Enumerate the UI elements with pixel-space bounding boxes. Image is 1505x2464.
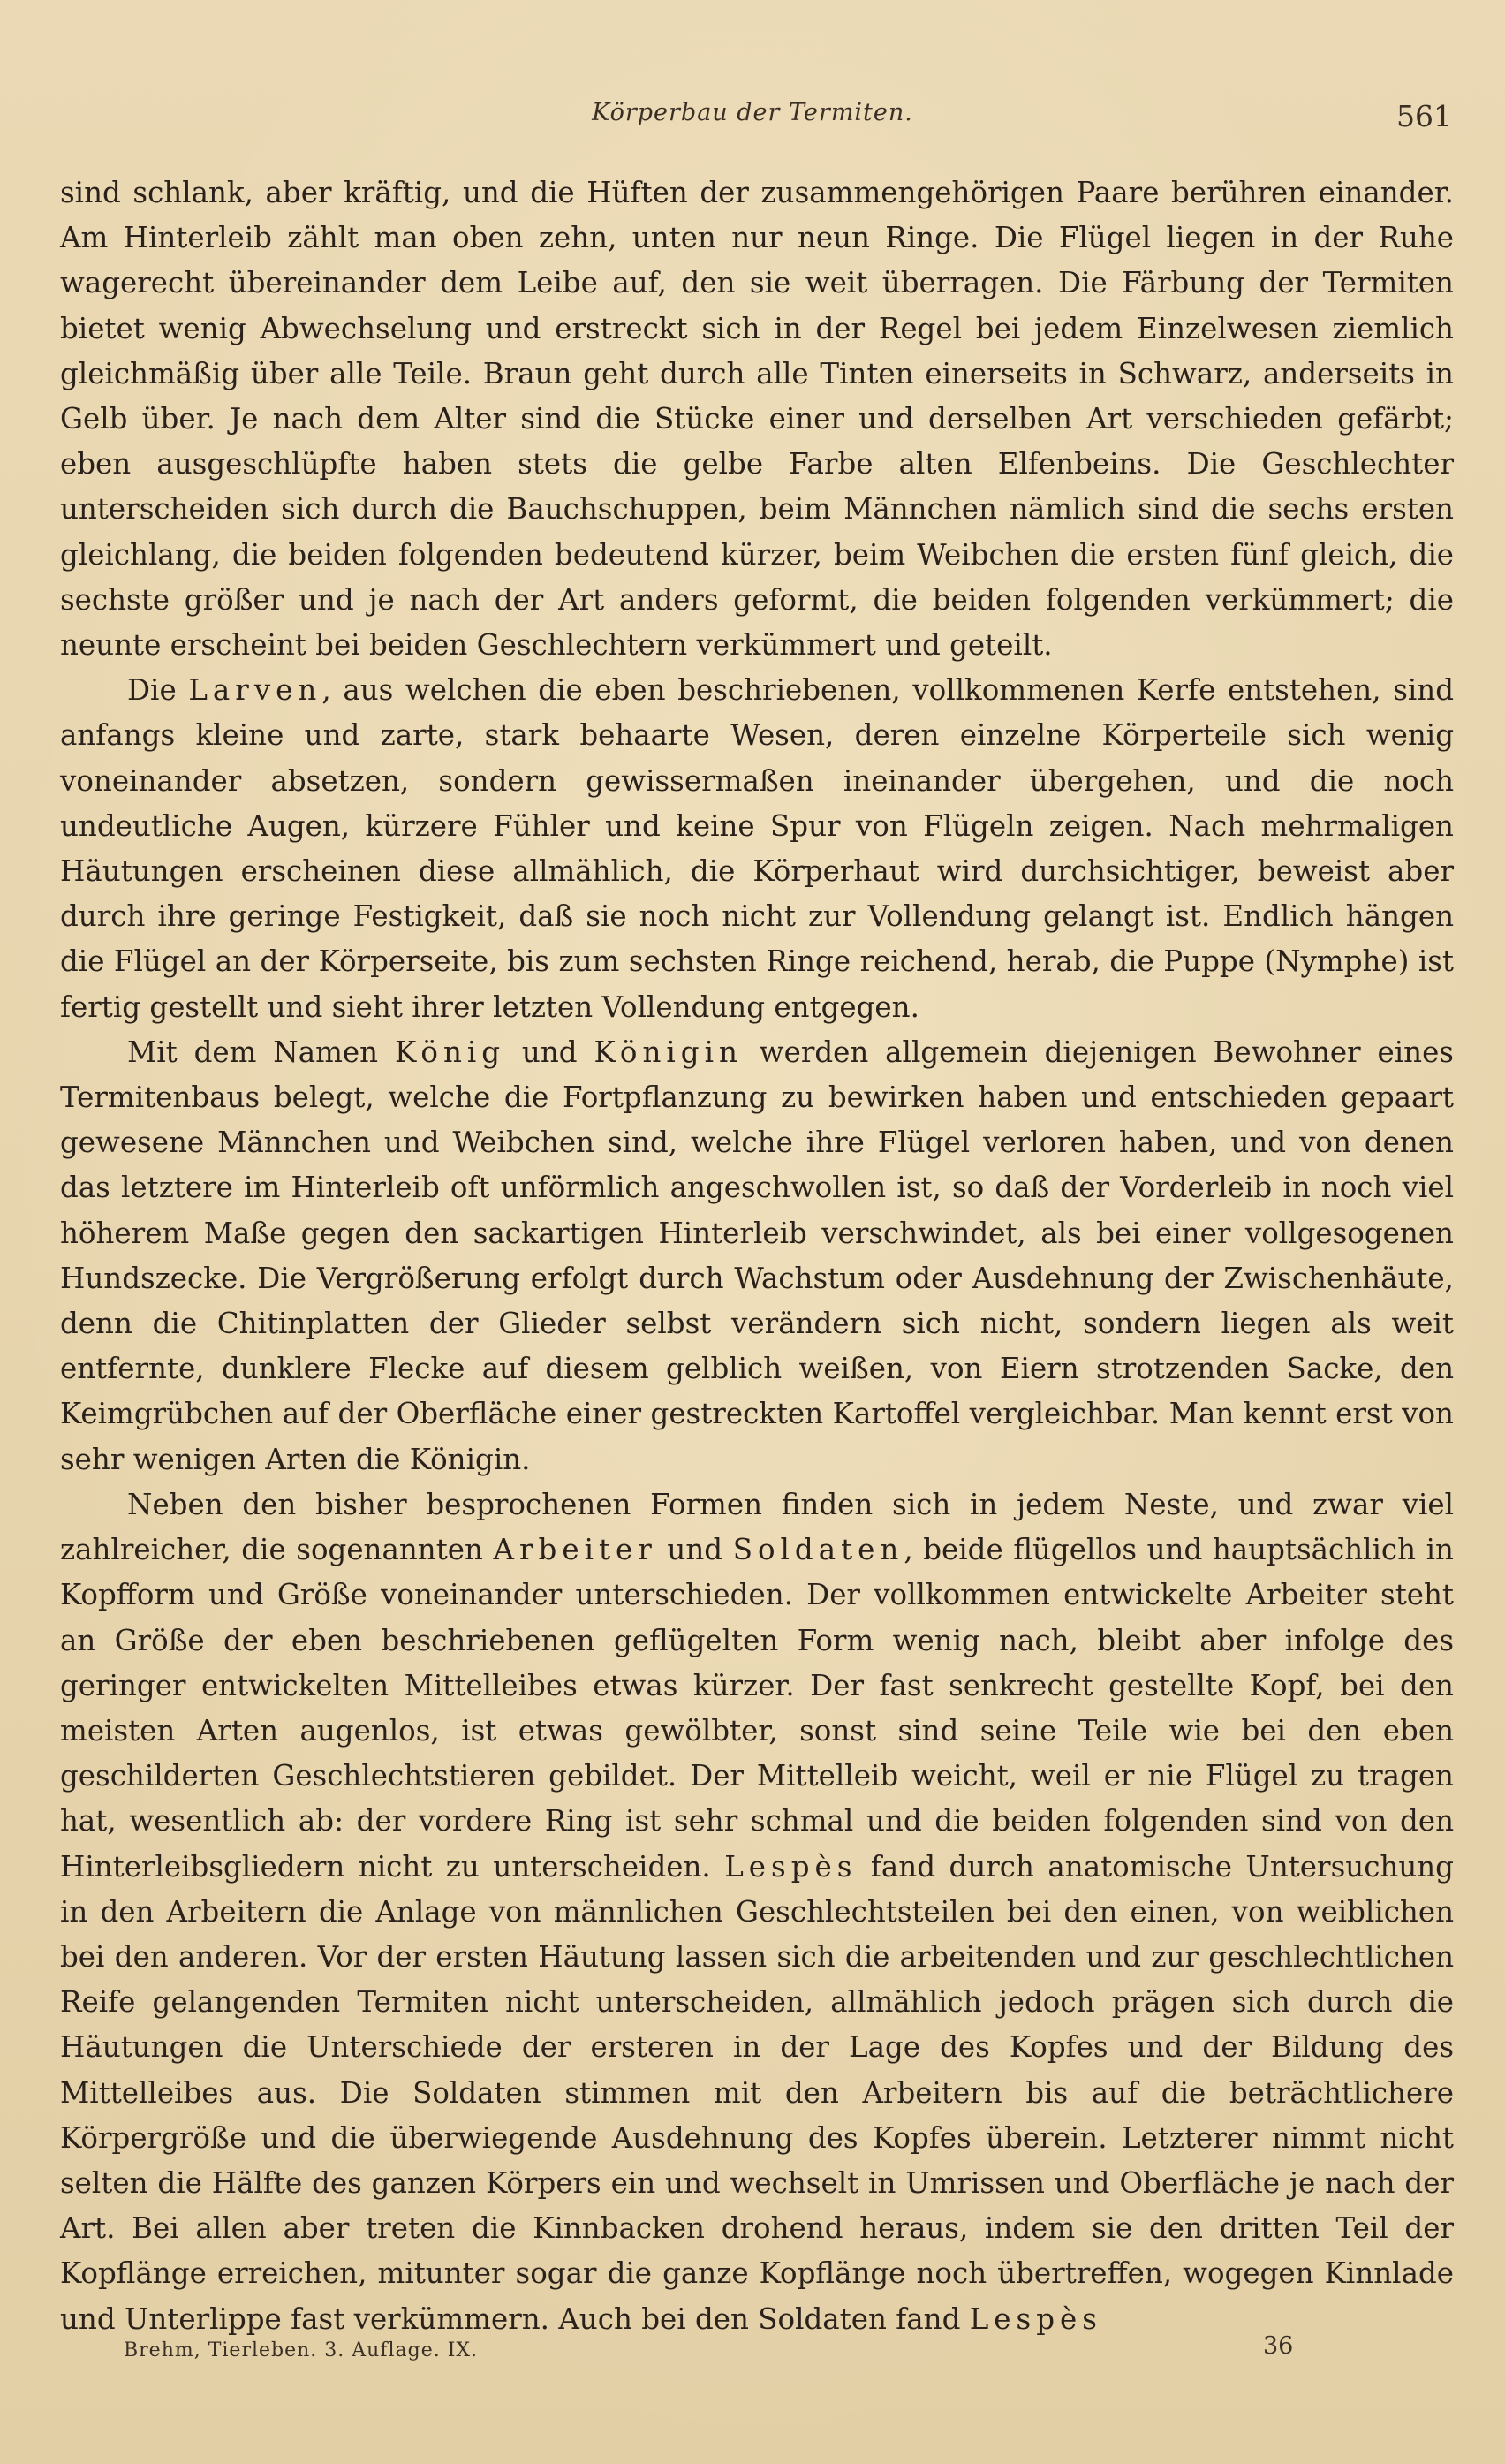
paragraph-3: [60, 1030, 1454, 1482]
paragraph-3-start: Mit dem Namen: [127, 1035, 395, 1069]
sheet-number: 36: [1263, 2332, 1294, 2360]
paragraph-4-start: Neben den bisher besprochenen Formen finden sich in jedem Neste, und zwar viel zahlreicher, die sogenannten: [60, 1487, 1454, 1567]
term-arbeiter: Arbeiter: [493, 1533, 657, 1567]
paragraph-3-conj: und: [505, 1035, 594, 1069]
term-koenigin: Königin: [594, 1035, 743, 1069]
author-lespes-1: Lespès: [724, 1849, 858, 1884]
term-soldaten: Soldaten: [732, 1533, 904, 1567]
paragraph-4-conj: und: [656, 1533, 733, 1567]
paragraph-2-start: Die: [127, 673, 189, 708]
page-number: 561: [1396, 99, 1452, 133]
paragraph-3-rest: werden allgemein diejenigen Bewohner eines Termitenbaus belegt, welche die Fortpflanzung zu bewirken haben und entschieden gepaart gewesene Männchen und Weibchen sind, welche ihre Flügel verloren haben, und von denen das letztere im Hinterleib oft unförmlich angeschwollen ist, so daß der Vorderleib in noch viel höherem Maße gegen den sackartigen Hinterleib verschwindet, als bei einer vollgesogenen Hundszecke. Die Vergrößerung erfolgt durch Wachstum oder Ausdehnung der Zwischenhäute, denn die Chitinplatten der Glieder selbst verändern sich nicht, sondern liegen als weit entfernte, dunklere Flecke auf diesem gelblich weißen, von Eiern strotzenden Sacke, den Keimgrübchen auf der Oberfläche einer gestreckten Kartoffel vergleichbar. Man kennt erst von sehr wenigen Arten die Königin.: [60, 1035, 1454, 1476]
paragraph-2: [60, 668, 1454, 1030]
paragraph-4: [60, 1482, 1454, 2342]
term-koenig: König: [394, 1035, 506, 1069]
paragraph-4-rest: fand durch anatomische Untersuchung in den Arbeitern die Anlage von männlichen Geschlechtsteilen bei den einen, von weiblichen bei den anderen. Vor der ersten Häutung lassen sich die arbeitenden und zur geschlechtlichen Reife gelangenden Termiten nicht unterscheiden, allmählich jedoch prägen sich durch die Häutungen die Unterschiede der ersteren in der Lage des Kopfes und der Bildung des Mittelleibes aus. Die Soldaten stimmen mit den Arbeitern bis auf die beträchtlichere Körpergröße und die überwiegende Ausdehnung des Kopfes überein. Letzterer nimmt nicht selten die Hälfte des ganzen Körpers ein und wechselt in Umrissen und Oberfläche je nach der Art. Bei allen aber treten die Kinnbacken drohend heraus, indem sie den dritten Teil der Kopflänge erreichen, mitunter sogar die ganze Kopflänge noch übertreffen, wogegen Kinnlade und Unterlippe fast verkümmern. Auch bei den Soldaten fand: [60, 1849, 1454, 2336]
paragraph-4-middle: , beide flügellos und hauptsächlich in Kopfform und Größe voneinander unterschieden. Der vollkommen entwickelte Arbeiter steht an Größe der eben beschriebenen geflügelten Form wenig nach, bleibt aber infolge des geringer entwickelten Mittelleibes etwas kürzer. Der fast senkrecht gestellte Kopf, bei den meisten Arten augenlos, ist etwas gewölbter, sonst sind seine Teile wie bei den eben geschilderten Geschlechtstieren gebildet. Der Mittelleib weicht, weil er nie Flügel zu tragen hat, wesentlich ab: der vordere Ring ist sehr schmal und die beiden folgenden sind von den Hinterleibsgliedern nicht zu unterscheiden.: [60, 1533, 1454, 1884]
running-head: [0, 99, 1505, 134]
page-footer: [124, 2332, 1316, 2368]
term-larven: Larven: [188, 673, 322, 708]
body-text: [60, 171, 1454, 2342]
paragraph-1: sind schlank, aber kräftig, und die Hüften der zusammengehörigen Paare berühren einander. Am Hinterleib zählt man oben zehn, unten nur neun Ringe. Die Flügel liegen in der Ruhe wagerecht übereinander dem Leibe auf, den sie weit überragen. Die Färbung der Termiten bietet wenig Abwechselung und erstreckt sich in der Regel bei jedem Einzelwesen ziemlich gleichmäßig über alle Teile. Braun geht durch alle Tinten einerseits in Schwarz, anderseits in Gelb über. Je nach dem Alter sind die Stücke einer und derselben Art verschieden gefärbt; eben ausgeschlüpfte haben stets die gelbe Farbe alten Elfenbeins. Die Geschlechter unterscheiden sich durch die Bauchschuppen, beim Männchen nämlich sind die sechs ersten gleichlang, die beiden folgenden bedeutend kürzer, beim Weibchen die ersten fünf gleich, die sechste größer und je nach der Art anders geformt, die beiden folgenden verkümmert; die neunte erscheint bei beiden Geschlechtern verkümmert und geteilt.: [60, 176, 1454, 663]
author-lespes-2: Lespès: [969, 2301, 1102, 2336]
paragraph-2-rest: , aus welchen die eben beschriebenen, vollkommenen Kerfe entstehen, sind anfangs kleine und zarte, stark behaarte Wesen, deren einzelne Körperteile sich wenig voneinander absetzen, sondern gewissermaßen ineinander übergehen, und die noch undeutliche Augen, kürzere Fühler und keine Spur von Flügeln zeigen. Nach mehrmaligen Häutungen erscheinen diese allmählich, die Körperhaut wird durchsichtiger, beweist aber durch ihre geringe Festigkeit, daß sie noch nicht zur Vollendung gelangt ist. Endlich hängen die Flügel an der Körperseite, bis zum sechsten Ringe reichend, herab, die Puppe (Nymphe) ist fertig gestellt und sieht ihrer letzten Vollendung entgegen.: [60, 673, 1455, 1024]
printer-signature: Brehm, Tierleben. 3. Auflage. IX.: [124, 2339, 479, 2362]
running-head-title: Körperbau der Termiten.: [592, 99, 913, 126]
